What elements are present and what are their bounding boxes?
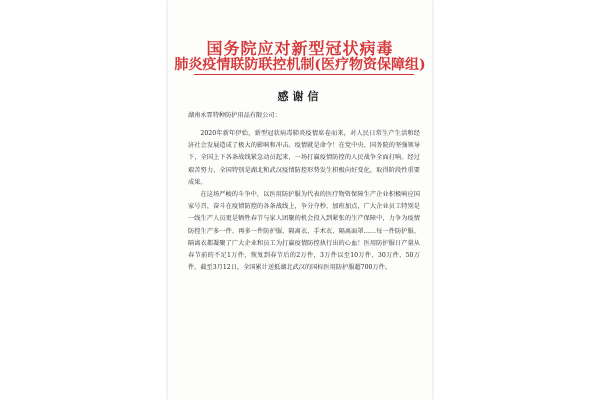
letter-paragraph-2: 在这场严峻的斗争中，以医用防护服为代表的医疗物资保障生产企业积极响应国家号召，奋斗在疫情防控的各条战线上，争分夺秒、加班加点，广大企业员工特别是一线生产人员更是牺牲春节与家人团聚的机会投入到紧张的生产保障中，力争为疫情防控生产多一件、再多一件防护服，隔离衣、手术衣、隔离面罩……每一件防护服、隔离衣都凝聚了广大企业和员工为打赢疫情防控执行出的心血！医用防护服日产量从春节前的不足1万件，恢复到春节后的2万件，3万件以至10万件、30万件、50万件，截至3月12日，全国累计送抵湖北武汉的国标医用防护服超700万件。 (188, 191, 420, 272)
letter-salutation: 湖南永霏特种防护用品有限公司： (188, 112, 281, 119)
org-name-line1: 国务院应对新型冠状病毒 (206, 39, 394, 58)
letter-body (188, 128, 420, 274)
letter-title: 感谢信 (277, 90, 323, 103)
letter-page (168, 0, 432, 400)
org-name-line2: 肺炎疫情联防联控机制(医疗物资保障组) (174, 57, 426, 73)
header-divider (194, 74, 414, 75)
letter-paragraph-1: 2020年新年伊始，新型冠状病毒肺炎疫情席卷而来，对人民日常生产生活和经济社会发展造成了极大的影响和冲击。疫情就是命令！在党中央、国务院的坚强领导下，全国上下各条战线紧急动员起来，一场打赢疫情防控的人民战争全面打响。经过艰苦努力，全国特别是湖北和武汉疫情防控形势发生积极向好变化，取得阶段性重要成果。 (188, 130, 420, 186)
